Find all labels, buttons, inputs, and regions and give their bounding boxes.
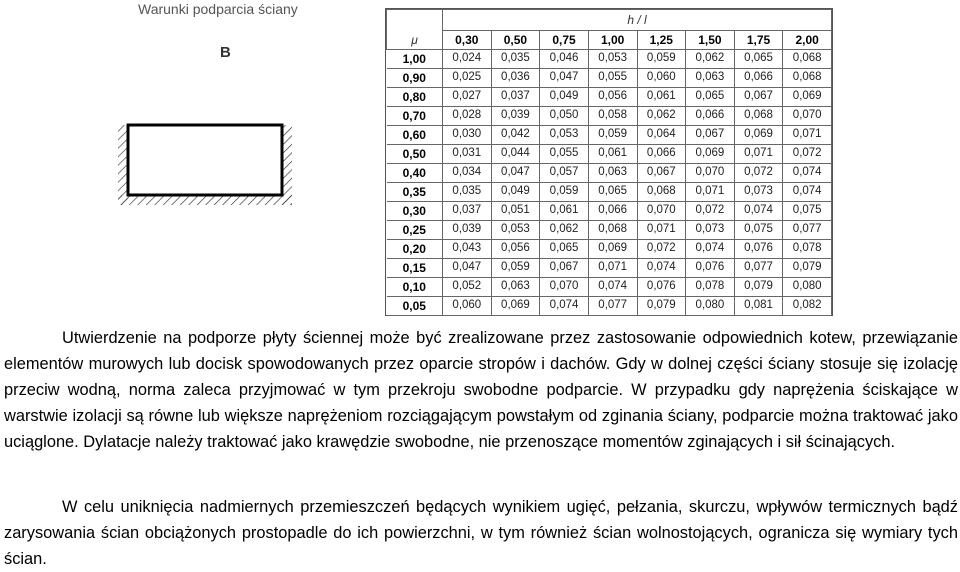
mu-value-cell: 0,70 xyxy=(387,106,443,125)
coefficient-cell: 0,071 xyxy=(588,258,637,277)
coefficient-cell: 0,070 xyxy=(540,277,589,296)
coefficient-cell: 0,076 xyxy=(637,277,686,296)
column-header: 0,50 xyxy=(491,31,540,50)
coefficient-cell: 0,078 xyxy=(783,239,832,258)
coefficient-cell: 0,070 xyxy=(686,163,735,182)
coefficient-cell: 0,049 xyxy=(491,182,540,201)
coefficient-cell: 0,070 xyxy=(637,201,686,220)
coefficient-cell: 0,056 xyxy=(588,87,637,106)
coefficient-cell: 0,076 xyxy=(686,258,735,277)
coefficient-cell: 0,030 xyxy=(443,125,492,144)
coefficient-cell: 0,037 xyxy=(443,201,492,220)
column-header: 0,30 xyxy=(443,31,492,50)
coefficient-cell: 0,078 xyxy=(686,277,735,296)
mu-value-cell: 0,90 xyxy=(387,68,443,87)
coefficient-cell: 0,057 xyxy=(540,163,589,182)
coefficient-cell: 0,062 xyxy=(637,106,686,125)
table-row xyxy=(387,163,832,182)
coefficient-cell: 0,065 xyxy=(588,182,637,201)
coefficient-cell: 0,065 xyxy=(540,239,589,258)
coefficient-cell: 0,024 xyxy=(443,49,492,68)
coefficient-cell: 0,073 xyxy=(734,182,783,201)
coefficient-cell: 0,077 xyxy=(734,258,783,277)
coefficient-cell: 0,053 xyxy=(491,220,540,239)
coefficient-cell: 0,027 xyxy=(443,87,492,106)
mu-value-cell: 0,40 xyxy=(387,163,443,182)
coefficient-cell: 0,074 xyxy=(588,277,637,296)
table-row xyxy=(387,277,832,296)
table-row xyxy=(387,49,832,68)
table-row xyxy=(387,68,832,87)
coefficient-cell: 0,069 xyxy=(734,125,783,144)
coefficient-cell: 0,035 xyxy=(443,182,492,201)
paragraph-wall-dimension-limits: W celu uniknięcia nadmiernych przemieszczeń będących wynikiem ugięć, pełzania, skurczu, wpływów termicznych bądź zarysowania ścian obciążonych prostopadle do ich powierzchni, w tym również ścian wolnostojących, ogranicza się wymiary tych ścian. xyxy=(4,498,958,568)
coefficient-cell: 0,082 xyxy=(783,296,832,315)
coefficient-cell: 0,074 xyxy=(783,163,832,182)
mu-value-cell: 0,15 xyxy=(387,258,443,277)
coefficient-cell: 0,067 xyxy=(637,163,686,182)
coefficient-cell: 0,075 xyxy=(783,201,832,220)
table-row xyxy=(387,144,832,163)
coefficient-cell: 0,049 xyxy=(540,87,589,106)
coefficient-cell: 0,047 xyxy=(491,163,540,182)
table-row xyxy=(387,106,832,125)
coefficient-cell: 0,079 xyxy=(734,277,783,296)
coefficient-cell: 0,074 xyxy=(734,201,783,220)
table-row xyxy=(387,87,832,106)
coefficient-cell: 0,067 xyxy=(686,125,735,144)
case-label: B xyxy=(220,44,231,61)
coefficient-cell: 0,071 xyxy=(637,220,686,239)
coefficient-cell: 0,072 xyxy=(734,163,783,182)
coefficient-cell: 0,062 xyxy=(540,220,589,239)
coefficient-cell: 0,080 xyxy=(783,277,832,296)
coefficient-cell: 0,072 xyxy=(637,239,686,258)
coefficient-cell: 0,031 xyxy=(443,144,492,163)
coefficient-cell: 0,064 xyxy=(637,125,686,144)
coefficient-cell: 0,075 xyxy=(734,220,783,239)
coefficient-cell: 0,050 xyxy=(540,106,589,125)
coefficient-cell: 0,079 xyxy=(783,258,832,277)
mu-value-cell: 0,35 xyxy=(387,182,443,201)
coefficient-cell: 0,070 xyxy=(783,106,832,125)
coefficient-table xyxy=(385,8,833,316)
coefficient-cell: 0,059 xyxy=(540,182,589,201)
mu-value-cell: 0,60 xyxy=(387,125,443,144)
coefficient-cell: 0,068 xyxy=(783,49,832,68)
coefficient-cell: 0,074 xyxy=(637,258,686,277)
coefficient-cell: 0,059 xyxy=(637,49,686,68)
column-header: 1,75 xyxy=(734,31,783,50)
coefficient-cell: 0,042 xyxy=(491,125,540,144)
coefficient-cell: 0,052 xyxy=(443,277,492,296)
coefficient-cell: 0,053 xyxy=(540,125,589,144)
coefficient-cell: 0,039 xyxy=(443,220,492,239)
coefficient-cell: 0,071 xyxy=(734,144,783,163)
coefficient-cell: 0,058 xyxy=(588,106,637,125)
coefficient-cell: 0,046 xyxy=(540,49,589,68)
coefficient-cell: 0,034 xyxy=(443,163,492,182)
coefficient-cell: 0,051 xyxy=(491,201,540,220)
coefficient-cell: 0,061 xyxy=(540,201,589,220)
coefficient-cell: 0,037 xyxy=(491,87,540,106)
coefficient-cell: 0,025 xyxy=(443,68,492,87)
coefficient-cell: 0,053 xyxy=(588,49,637,68)
coefficient-cell: 0,068 xyxy=(734,106,783,125)
coefficient-cell: 0,047 xyxy=(540,68,589,87)
coefficient-cell: 0,079 xyxy=(637,296,686,315)
mu-value-cell: 0,80 xyxy=(387,87,443,106)
table-row xyxy=(387,220,832,239)
column-header: 1,00 xyxy=(588,31,637,50)
coefficient-cell: 0,063 xyxy=(491,277,540,296)
mu-value-cell: 0,30 xyxy=(387,201,443,220)
ratio-header: h / l xyxy=(443,10,832,31)
coefficient-cell: 0,067 xyxy=(540,258,589,277)
coefficient-cell: 0,066 xyxy=(588,201,637,220)
coefficient-cell: 0,039 xyxy=(491,106,540,125)
column-header: 0,75 xyxy=(540,31,589,50)
coefficient-cell: 0,074 xyxy=(783,182,832,201)
coefficient-cell: 0,067 xyxy=(734,87,783,106)
mu-value-cell: 1,00 xyxy=(387,49,443,68)
coefficient-cell: 0,069 xyxy=(588,239,637,258)
coefficient-cell: 0,072 xyxy=(783,144,832,163)
coefficient-cell: 0,055 xyxy=(540,144,589,163)
mu-header: μ xyxy=(387,31,443,50)
coefficient-cell: 0,077 xyxy=(588,296,637,315)
coefficient-cell: 0,068 xyxy=(783,68,832,87)
coefficient-cell: 0,061 xyxy=(588,144,637,163)
table-row xyxy=(387,182,832,201)
column-header: 2,00 xyxy=(783,31,832,50)
coefficient-cell: 0,059 xyxy=(588,125,637,144)
coefficient-cell: 0,063 xyxy=(686,68,735,87)
figure-title: Warunki podparcia ściany xyxy=(138,1,298,17)
coefficient-cell: 0,044 xyxy=(491,144,540,163)
coefficient-cell: 0,060 xyxy=(443,296,492,315)
paragraph-support-conditions: Utwierdzenie na podporze płyty ściennej może być zrealizowane przez zastosowanie odpowiednich kotew, przewiązanie elementów murowych lub docisk spowodowanych przez oparcie stropów i dachów. Gdy w dolnej części ściany stosuje się izolację przeciw wodną, norma zaleca przyjmować w tym przekroju swobodne podparcie. W przypadku gdy naprężenia ściskające w warstwie izolacji są równe lub większe naprężeniom rozciągającym powstałym od zginania ściany, podparcie można traktować jako uciąglone. Dylatacje należy traktować jako krawędzie swobodne, nie przenoszące momentów zginających i sił ścinających. xyxy=(4,329,958,451)
coefficient-cell: 0,076 xyxy=(734,239,783,258)
coefficient-cell: 0,035 xyxy=(491,49,540,68)
mu-value-cell: 0,25 xyxy=(387,220,443,239)
coefficient-cell: 0,055 xyxy=(588,68,637,87)
coefficient-cell: 0,066 xyxy=(734,68,783,87)
coefficient-cell: 0,068 xyxy=(588,220,637,239)
table-row xyxy=(387,258,832,277)
coefficient-cell: 0,072 xyxy=(686,201,735,220)
coefficient-cell: 0,077 xyxy=(783,220,832,239)
coefficient-cell: 0,060 xyxy=(637,68,686,87)
coefficient-cell: 0,036 xyxy=(491,68,540,87)
column-header: 1,50 xyxy=(686,31,735,50)
wall-support-diagram xyxy=(115,100,315,210)
coefficient-cell: 0,056 xyxy=(491,239,540,258)
coefficient-cell: 0,073 xyxy=(686,220,735,239)
coefficient-cell: 0,074 xyxy=(540,296,589,315)
coefficient-cell: 0,071 xyxy=(783,125,832,144)
coefficient-cell: 0,065 xyxy=(686,87,735,106)
coefficient-cell: 0,043 xyxy=(443,239,492,258)
coefficient-cell: 0,068 xyxy=(637,182,686,201)
mu-value-cell: 0,10 xyxy=(387,277,443,296)
table-row xyxy=(387,125,832,144)
coefficient-cell: 0,071 xyxy=(686,182,735,201)
table-corner xyxy=(387,10,443,31)
coefficient-cell: 0,061 xyxy=(637,87,686,106)
mu-value-cell: 0,20 xyxy=(387,239,443,258)
mu-value-cell: 0,05 xyxy=(387,296,443,315)
coefficient-cell: 0,063 xyxy=(588,163,637,182)
coefficient-cell: 0,069 xyxy=(491,296,540,315)
coefficient-cell: 0,080 xyxy=(686,296,735,315)
table-row xyxy=(387,201,832,220)
coefficient-cell: 0,065 xyxy=(734,49,783,68)
coefficient-cell: 0,066 xyxy=(686,106,735,125)
wall-outline xyxy=(128,125,282,195)
coefficient-cell: 0,069 xyxy=(783,87,832,106)
table-row xyxy=(387,239,832,258)
mu-value-cell: 0,50 xyxy=(387,144,443,163)
column-header: 1,25 xyxy=(637,31,686,50)
coefficient-cell: 0,047 xyxy=(443,258,492,277)
coefficient-cell: 0,028 xyxy=(443,106,492,125)
table-row xyxy=(387,296,832,315)
coefficient-cell: 0,066 xyxy=(637,144,686,163)
coefficient-cell: 0,059 xyxy=(491,258,540,277)
coefficient-cell: 0,062 xyxy=(686,49,735,68)
coefficient-cell: 0,069 xyxy=(686,144,735,163)
coefficient-cell: 0,074 xyxy=(686,239,735,258)
coefficient-cell: 0,081 xyxy=(734,296,783,315)
